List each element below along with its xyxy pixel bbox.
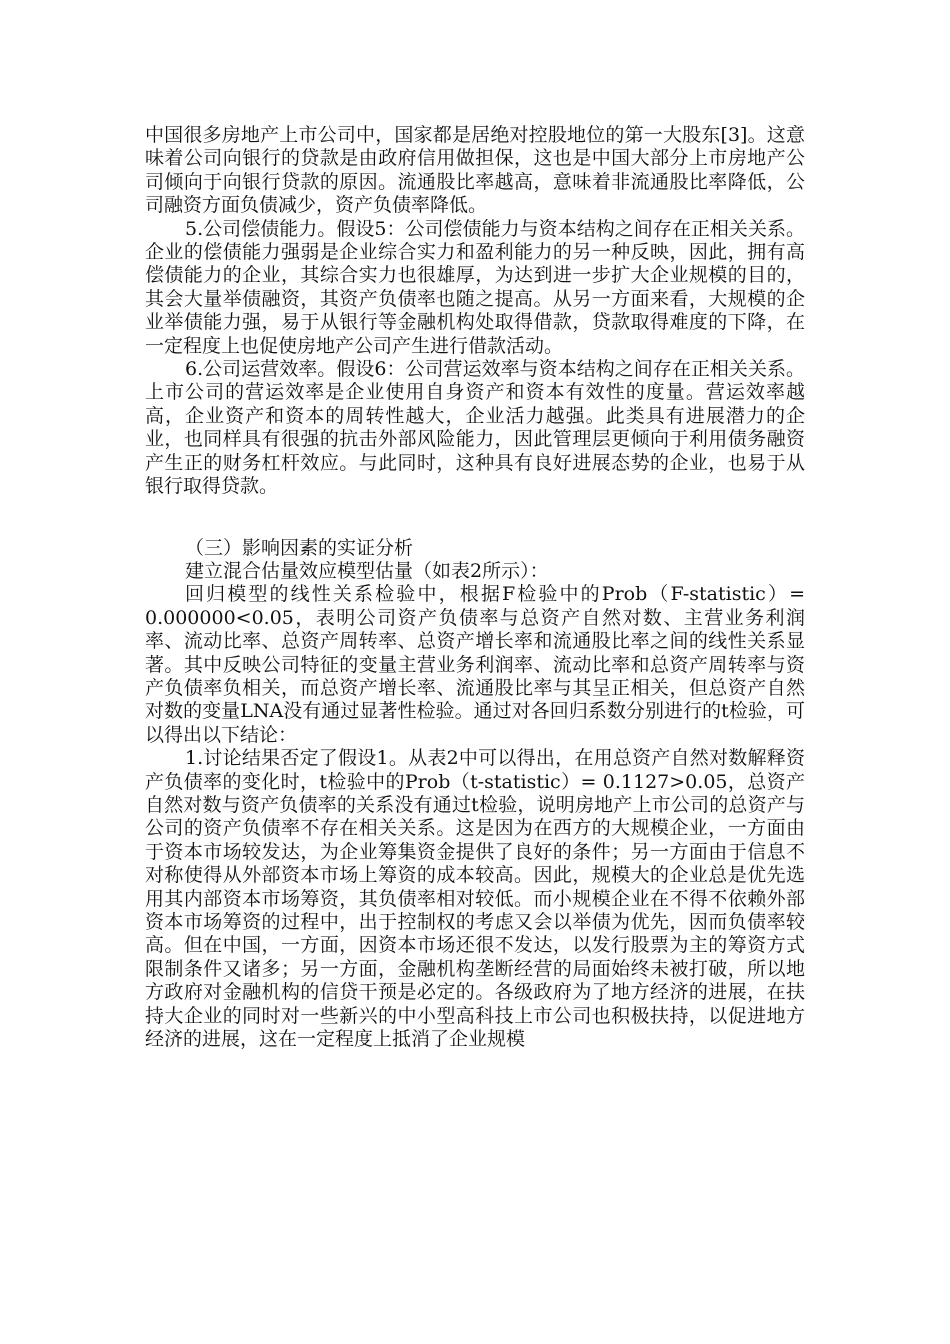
paragraph-hypothesis-5: 5.公司偿债能力。假设5：公司偿债能力与资本结构之间存在正相关关系。企业的偿债能力强弱是企业综合实力和盈利能力的另一种反映，因此，拥有高偿债能力的企业，其综合实力也很雄厚，为达到进一步扩大企业规模的目的，其会大量举债融资，其资产负债率也随之提高。从另一方面来看，大规模的企业举债能力强，易于从银行等金融机构处取得借款，贷款取得难度的下降，在一定程度上也促使房地产公司产生进行借款活动。 [145, 217, 805, 357]
paragraph-shareholding: 中国很多房地产上市公司中，国家都是居绝对控股地位的第一大股东[3]。这意味着公司向银行的贷款是由政府信用做担保，这也是中国大部分上市房地产公司倾向于向银行贷款的原因。流通股比率越高，意味着非流通股比率降低，公司融资方面负债减少，资产负债率降低。 [145, 124, 805, 217]
paragraph-hypothesis-6: 6.公司运营效率。假设6：公司营运效率与资本结构之间存在正相关关系。上市公司的营运效率是企业使用自身资产和资本有效性的度量。营运效率越高，企业资产和资本的周转性越大，企业活力越强。此类具有进展潜力的企业，也同样具有很强的抗击外部风险能力，因此管理层更倾向于利用债务融资产生正的财务杠杆效应。与此同时，这种具有良好进展态势的企业，也易于从银行取得贷款。 [145, 358, 805, 498]
section-heading-empirical-analysis: （三）影响因素的实证分析 [185, 536, 414, 559]
paragraph-model-estimation: 建立混合估量效应模型估量（如表2所示）： [185, 559, 549, 582]
document-body [145, 124, 805, 1051]
paragraph-f-test: 回归模型的线性关系检验中，根据F检验中的Prob（F-statistic）= 0.000000<0.05，表明公司资产负债率与总资产自然对数、主营业务利润率、流动比率、总资产周转率、总资产增长率和流通股比率之间的线性关系显著。其中反映公司特征的变量主营业务利润率、流动比率和总资产周转率与资产负债率负相关，而总资产增长率、流通股比率与其呈正相关，但总资产自然对数的变量LNA没有通过显著性检验。通过对各回归系数分别进行的t检验，可以得出以下结论： [145, 583, 805, 746]
paragraph-conclusion-1: 1.讨论结果否定了假设1。从表2中可以得出，在用总资产自然对数解释资产负债率的变化时，t检验中的Prob（t-statistic）= 0.1127>0.05，总资产自然对数与资产负债率的关系没有通过t检验，说明房地产上市公司的总资产与公司的资产负债率不存在相关关系。这是因为在西方的大规模企业，一方面由于资本市场较发达，为企业筹集资金提供了良好的条件；另一方面由于信息不对称使得从外部资本市场上筹资的成本较高。因此，规模大的企业总是优先选用其内部资本市场筹资，其负债率相对较低。而小规模企业在不得不依赖外部资本市场筹资的过程中，出于控制权的考虑又会以举债为优先，因而负债率较高。但在中国，一方面，因资本市场还很不发达，以发行股票为主的筹资方式限制条件又诸多；另一方面，金融机构垄断经营的局面始终未被打破，所以地方政府对金融机构的信贷干预是必定的。各级政府为了地方经济的进展，在扶持大企业的同时对一些新兴的中小型高科技上市公司也积极扶持，以促进地方经济的进展，这在一定程度上抵消了企业规模 [145, 747, 805, 1051]
